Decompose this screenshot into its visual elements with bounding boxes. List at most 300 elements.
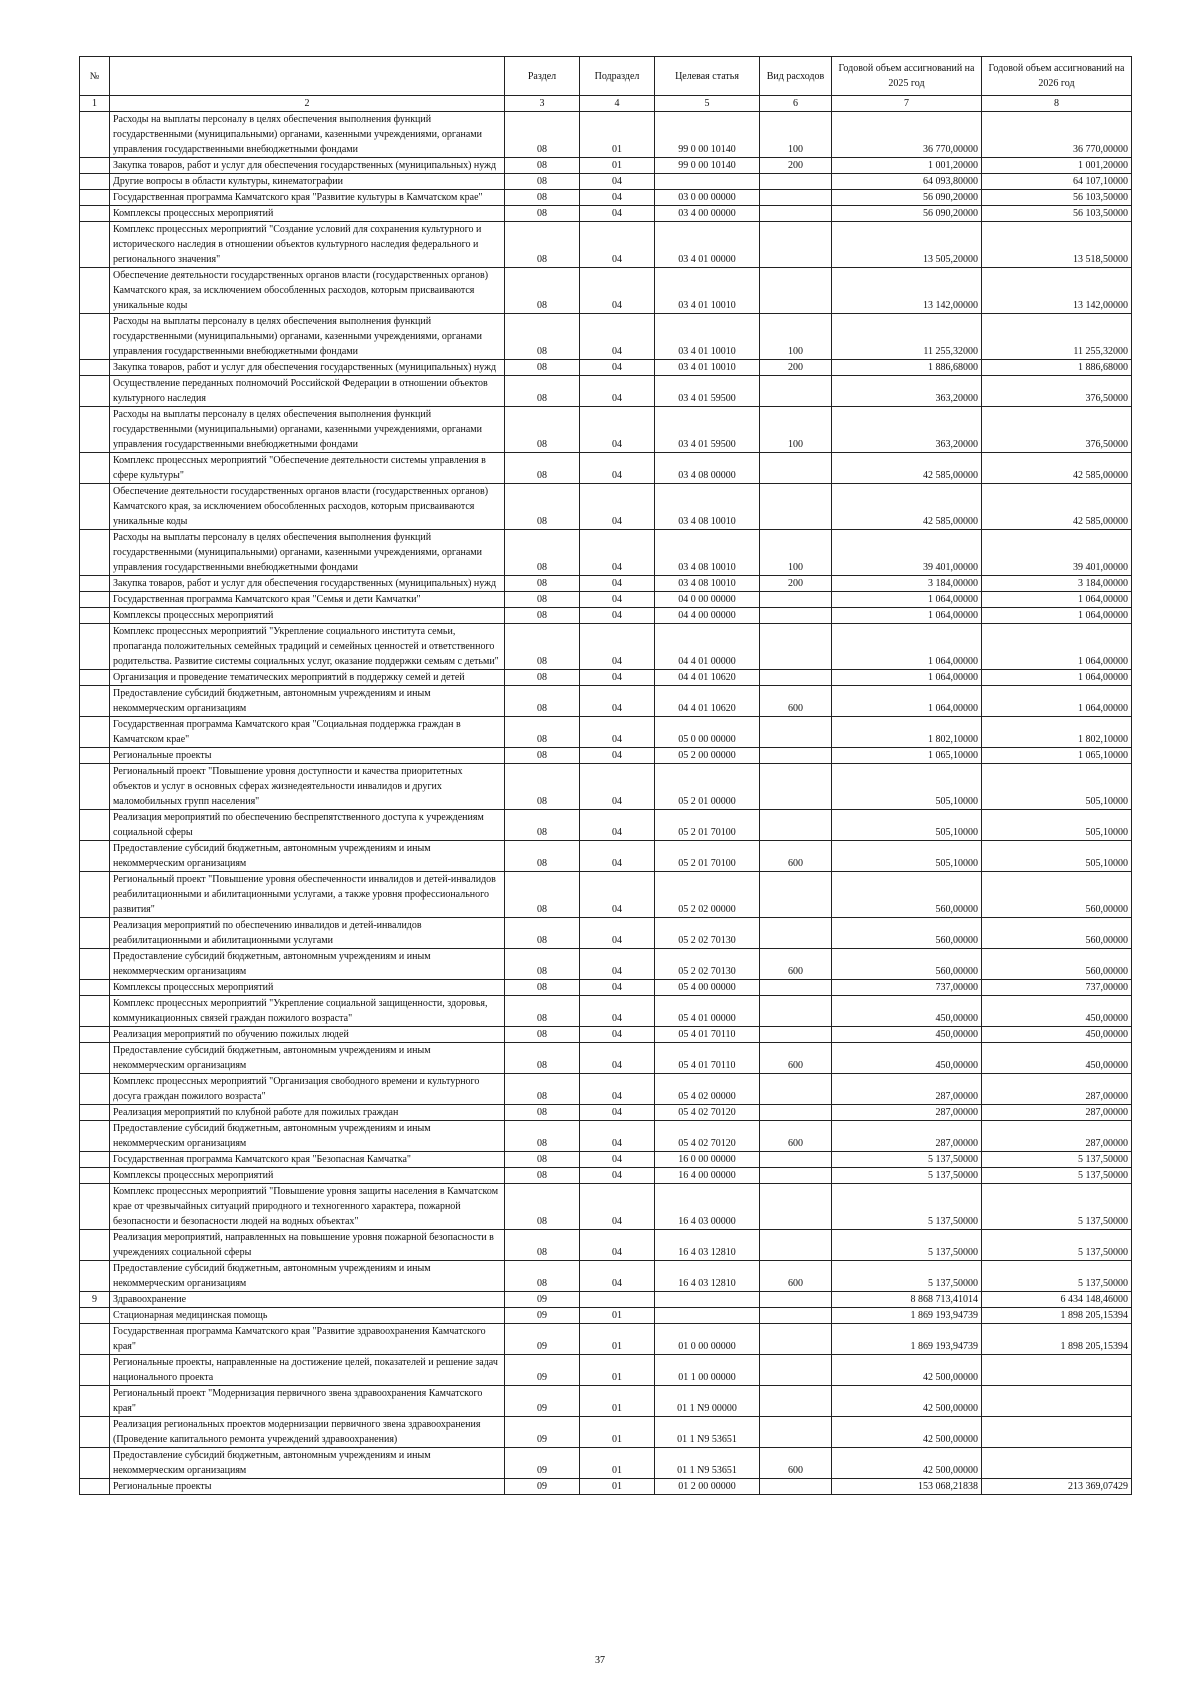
section-code: 08	[505, 453, 580, 484]
section-code: 09	[505, 1448, 580, 1479]
target-article-code: 05 0 00 00000	[655, 717, 760, 748]
subsection-code: 04	[580, 608, 655, 624]
expense-type-code	[760, 592, 832, 608]
item-name: Предоставление субсидий бюджетным, автономным учреждениям и иным некоммерческим организациям	[110, 686, 505, 717]
item-name: Региональные проекты, направленные на достижение целей, показателей и решение задач национального проекта	[110, 1355, 505, 1386]
table-row	[80, 810, 1132, 841]
amount-2025: 560,00000	[832, 918, 982, 949]
subsection-code: 04	[580, 576, 655, 592]
section-code: 08	[505, 484, 580, 530]
amount-2025: 560,00000	[832, 872, 982, 918]
row-number	[80, 748, 110, 764]
expense-type-code	[760, 1386, 832, 1417]
column-number-row	[80, 96, 1132, 112]
item-name: Региональный проект "Повышение уровня доступности и качества приоритетных объектов и услуг в основных сферах жизнедеятельности инвалидов и других маломобильных групп населения"	[110, 764, 505, 810]
table-row	[80, 686, 1132, 717]
section-code: 08	[505, 576, 580, 592]
item-name: Реализация региональных проектов модернизации первичного звена здравоохранения (Проведение капитального ремонта учреждений здравоохранения)	[110, 1417, 505, 1448]
table-row	[80, 1105, 1132, 1121]
item-name: Реализация мероприятий по клубной работе для пожилых граждан	[110, 1105, 505, 1121]
column-number: 4	[580, 96, 655, 112]
table-row	[80, 1074, 1132, 1105]
table-row	[80, 1261, 1132, 1292]
table-row	[80, 949, 1132, 980]
section-code: 08	[505, 980, 580, 996]
page-number: 37	[595, 1655, 605, 1666]
target-article-code: 16 0 00 00000	[655, 1152, 760, 1168]
expense-type-code	[760, 206, 832, 222]
table-row	[80, 1027, 1132, 1043]
target-article-code: 01 1 N9 53651	[655, 1417, 760, 1448]
target-article-code: 01 2 00 00000	[655, 1479, 760, 1495]
subsection-code: 01	[580, 1308, 655, 1324]
table-row	[80, 608, 1132, 624]
row-number	[80, 1074, 110, 1105]
target-article-code: 05 2 02 70130	[655, 918, 760, 949]
section-code: 08	[505, 764, 580, 810]
item-name: Комплекс процессных мероприятий "Повышение уровня защиты населения в Камчатском крае от чрезвычайных ситуаций природного и техногенного характера, пожарной безопасности и безопасности людей на водных объектах"	[110, 1184, 505, 1230]
target-article-code: 03 4 01 59500	[655, 376, 760, 407]
table-row	[80, 980, 1132, 996]
target-article-code: 05 4 02 00000	[655, 1074, 760, 1105]
row-number	[80, 1043, 110, 1074]
row-number	[80, 1308, 110, 1324]
item-name: Реализация мероприятий по обеспечению беспрепятственного доступа к учреждениям социальной сферы	[110, 810, 505, 841]
item-name: Предоставление субсидий бюджетным, автономным учреждениям и иным некоммерческим организациям	[110, 949, 505, 980]
amount-2025: 363,20000	[832, 407, 982, 453]
subsection-code: 04	[580, 980, 655, 996]
expense-type-code	[760, 268, 832, 314]
row-number	[80, 190, 110, 206]
row-number	[80, 592, 110, 608]
amount-2025: 42 500,00000	[832, 1448, 982, 1479]
amount-2026	[982, 1386, 1132, 1417]
target-article-code: 05 4 02 70120	[655, 1105, 760, 1121]
target-article-code: 04 4 01 10620	[655, 686, 760, 717]
subsection-code: 04	[580, 376, 655, 407]
subsection-code: 04	[580, 670, 655, 686]
row-number	[80, 314, 110, 360]
amount-2026: 1 898 205,15394	[982, 1308, 1132, 1324]
amount-2026: 737,00000	[982, 980, 1132, 996]
expense-type-code	[760, 608, 832, 624]
expense-type-code: 600	[760, 1261, 832, 1292]
table-row	[80, 222, 1132, 268]
column-number: 1	[80, 96, 110, 112]
amount-2025: 64 093,80000	[832, 174, 982, 190]
amount-2026: 450,00000	[982, 1027, 1132, 1043]
table-row	[80, 624, 1132, 670]
target-article-code: 05 2 02 00000	[655, 872, 760, 918]
item-name: Комплексы процессных мероприятий	[110, 608, 505, 624]
target-article-code	[655, 1292, 760, 1308]
amount-2026: 560,00000	[982, 918, 1132, 949]
item-name: Комплекс процессных мероприятий "Организация свободного времени и культурного досуга граждан пожилого возраста"	[110, 1074, 505, 1105]
row-number	[80, 530, 110, 576]
target-article-code: 04 4 00 00000	[655, 608, 760, 624]
amount-2026: 1 802,10000	[982, 717, 1132, 748]
expense-type-code	[760, 190, 832, 206]
subsection-code: 04	[580, 1152, 655, 1168]
table-row	[80, 670, 1132, 686]
row-number	[80, 841, 110, 872]
subsection-code: 04	[580, 1230, 655, 1261]
section-code: 08	[505, 1105, 580, 1121]
table-row	[80, 190, 1132, 206]
amount-2026: 560,00000	[982, 872, 1132, 918]
row-number	[80, 717, 110, 748]
expense-type-code	[760, 174, 832, 190]
column-number: 2	[110, 96, 505, 112]
amount-2026: 1 064,00000	[982, 686, 1132, 717]
subsection-code: 04	[580, 222, 655, 268]
table-row	[80, 1448, 1132, 1479]
subsection-code: 04	[580, 1168, 655, 1184]
amount-2025: 1 065,10000	[832, 748, 982, 764]
amount-2026: 5 137,50000	[982, 1261, 1132, 1292]
amount-2025: 287,00000	[832, 1121, 982, 1152]
amount-2025: 287,00000	[832, 1074, 982, 1105]
section-code: 08	[505, 1027, 580, 1043]
amount-2026: 42 585,00000	[982, 484, 1132, 530]
section-code: 08	[505, 206, 580, 222]
subsection-code: 04	[580, 206, 655, 222]
expense-type-code	[760, 1168, 832, 1184]
amount-2025: 5 137,50000	[832, 1168, 982, 1184]
subsection-code: 01	[580, 158, 655, 174]
section-code: 08	[505, 407, 580, 453]
table-row	[80, 1168, 1132, 1184]
expense-type-code: 100	[760, 314, 832, 360]
subsection-code: 04	[580, 1261, 655, 1292]
table-row	[80, 717, 1132, 748]
section-code: 08	[505, 268, 580, 314]
amount-2026: 287,00000	[982, 1105, 1132, 1121]
table-row	[80, 748, 1132, 764]
expense-type-code	[760, 1324, 832, 1355]
table-row	[80, 376, 1132, 407]
amount-2025: 42 500,00000	[832, 1417, 982, 1448]
amount-2026: 560,00000	[982, 949, 1132, 980]
row-number	[80, 1355, 110, 1386]
table-row	[80, 112, 1132, 158]
section-code: 09	[505, 1417, 580, 1448]
section-code: 08	[505, 686, 580, 717]
subsection-code: 04	[580, 764, 655, 810]
expense-type-code	[760, 1230, 832, 1261]
row-number	[80, 1417, 110, 1448]
amount-2025: 13 142,00000	[832, 268, 982, 314]
row-number	[80, 996, 110, 1027]
target-article-code: 04 0 00 00000	[655, 592, 760, 608]
target-article-code: 03 0 00 00000	[655, 190, 760, 206]
row-number	[80, 576, 110, 592]
row-number	[80, 670, 110, 686]
target-article-code: 05 2 00 00000	[655, 748, 760, 764]
table-row	[80, 1386, 1132, 1417]
row-number	[80, 949, 110, 980]
target-article-code: 16 4 03 00000	[655, 1184, 760, 1230]
section-code: 08	[505, 112, 580, 158]
item-name: Комплексы процессных мероприятий	[110, 1168, 505, 1184]
expense-type-code	[760, 484, 832, 530]
expense-type-code	[760, 872, 832, 918]
subsection-code: 01	[580, 1417, 655, 1448]
amount-2026: 1 065,10000	[982, 748, 1132, 764]
section-code: 08	[505, 592, 580, 608]
subsection-code: 04	[580, 1074, 655, 1105]
item-name: Государственная программа Камчатского края "Социальная поддержка граждан в Камчатском крае"	[110, 717, 505, 748]
target-article-code: 03 4 08 10010	[655, 530, 760, 576]
row-number	[80, 918, 110, 949]
amount-2026: 1 886,68000	[982, 360, 1132, 376]
expense-type-code	[760, 1152, 832, 1168]
target-article-code: 01 1 N9 00000	[655, 1386, 760, 1417]
item-name: Комплексы процессных мероприятий	[110, 980, 505, 996]
amount-2026: 13 518,50000	[982, 222, 1132, 268]
subsection-code: 04	[580, 841, 655, 872]
target-article-code: 05 2 01 70100	[655, 810, 760, 841]
expense-type-code	[760, 670, 832, 686]
item-name: Комплекс процессных мероприятий "Укрепление социальной защищенности, здоровья, коммуникационных связей граждан пожилого возраста"	[110, 996, 505, 1027]
item-name: Предоставление субсидий бюджетным, автономным учреждениям и иным некоммерческим организациям	[110, 1043, 505, 1074]
target-article-code	[655, 174, 760, 190]
subsection-code: 04	[580, 717, 655, 748]
subsection-code: 04	[580, 918, 655, 949]
amount-2025: 56 090,20000	[832, 206, 982, 222]
item-name: Реализация мероприятий по обеспечению инвалидов и детей-инвалидов реабилитационными и абилитационными услугами	[110, 918, 505, 949]
row-number	[80, 1121, 110, 1152]
item-name: Государственная программа Камчатского края "Безопасная Камчатка"	[110, 1152, 505, 1168]
amount-2026: 1 064,00000	[982, 624, 1132, 670]
subsection-code: 04	[580, 314, 655, 360]
column-number: 7	[832, 96, 982, 112]
budget-allocation-table	[79, 56, 1132, 1495]
expense-type-code: 100	[760, 530, 832, 576]
section-code: 08	[505, 717, 580, 748]
item-name: Здравоохранение	[110, 1292, 505, 1308]
subsection-code: 04	[580, 748, 655, 764]
item-name: Стационарная медицинская помощь	[110, 1308, 505, 1324]
table-row	[80, 174, 1132, 190]
subsection-code: 01	[580, 1355, 655, 1386]
amount-2026: 287,00000	[982, 1121, 1132, 1152]
table-row	[80, 268, 1132, 314]
target-article-code: 04 4 01 00000	[655, 624, 760, 670]
header-subsection: Подраздел	[580, 57, 655, 96]
amount-2026: 1 001,20000	[982, 158, 1132, 174]
target-article-code: 01 1 00 00000	[655, 1355, 760, 1386]
section-code: 08	[505, 1230, 580, 1261]
header-expense-type: Вид расходов	[760, 57, 832, 96]
expense-type-code	[760, 764, 832, 810]
row-number	[80, 206, 110, 222]
amount-2025: 56 090,20000	[832, 190, 982, 206]
row-number	[80, 764, 110, 810]
row-number	[80, 872, 110, 918]
expense-type-code: 600	[760, 1043, 832, 1074]
amount-2026: 1 064,00000	[982, 592, 1132, 608]
table-row	[80, 841, 1132, 872]
amount-2026: 213 369,07429	[982, 1479, 1132, 1495]
subsection-code: 01	[580, 1386, 655, 1417]
section-code: 08	[505, 530, 580, 576]
item-name: Организация и проведение тематических мероприятий в поддержку семей и детей	[110, 670, 505, 686]
section-code: 08	[505, 872, 580, 918]
amount-2026: 1 898 205,15394	[982, 1324, 1132, 1355]
amount-2025: 3 184,00000	[832, 576, 982, 592]
row-number	[80, 376, 110, 407]
section-code: 08	[505, 1261, 580, 1292]
section-code: 09	[505, 1292, 580, 1308]
amount-2025: 42 585,00000	[832, 484, 982, 530]
row-number	[80, 686, 110, 717]
amount-2025: 505,10000	[832, 764, 982, 810]
amount-2025: 39 401,00000	[832, 530, 982, 576]
section-code: 08	[505, 748, 580, 764]
table-row	[80, 1230, 1132, 1261]
amount-2026: 13 142,00000	[982, 268, 1132, 314]
amount-2026: 64 107,10000	[982, 174, 1132, 190]
section-code: 08	[505, 174, 580, 190]
item-name: Реализация мероприятий по обучению пожилых людей	[110, 1027, 505, 1043]
target-article-code: 03 4 01 59500	[655, 407, 760, 453]
target-article-code: 03 4 08 00000	[655, 453, 760, 484]
target-article-code: 05 2 02 70130	[655, 949, 760, 980]
expense-type-code	[760, 624, 832, 670]
target-article-code: 03 4 01 10010	[655, 314, 760, 360]
item-name: Реализация мероприятий, направленных на повышение уровня пожарной безопасности в учреждениях социальной сферы	[110, 1230, 505, 1261]
amount-2026: 3 184,00000	[982, 576, 1132, 592]
section-code: 08	[505, 1074, 580, 1105]
subsection-code: 01	[580, 1448, 655, 1479]
target-article-code: 04 4 01 10620	[655, 670, 760, 686]
header-amount-2025: Годовой объем ассигнований на 2025 год	[832, 57, 982, 96]
row-number	[80, 407, 110, 453]
amount-2025: 1 802,10000	[832, 717, 982, 748]
expense-type-code	[760, 717, 832, 748]
item-name: Расходы на выплаты персоналу в целях обеспечения выполнения функций государственными (муниципальными) органами, казенными учреждениями, органами управления государственными внебюджетными фондами	[110, 314, 505, 360]
target-article-code: 05 4 00 00000	[655, 980, 760, 996]
expense-type-code: 200	[760, 576, 832, 592]
amount-2025: 8 868 713,41014	[832, 1292, 982, 1308]
target-article-code	[655, 1308, 760, 1324]
item-name: Расходы на выплаты персоналу в целях обеспечения выполнения функций государственными (муниципальными) органами, казенными учреждениями, органами управления государственными внебюджетными фондами	[110, 530, 505, 576]
amount-2026: 5 137,50000	[982, 1184, 1132, 1230]
section-code: 08	[505, 1043, 580, 1074]
subsection-code: 04	[580, 484, 655, 530]
section-code: 09	[505, 1308, 580, 1324]
row-number	[80, 158, 110, 174]
item-name: Региональный проект "Модернизация первичного звена здравоохранения Камчатского края"	[110, 1386, 505, 1417]
expense-type-code	[760, 980, 832, 996]
table-row	[80, 996, 1132, 1027]
item-name: Закупка товаров, работ и услуг для обеспечения государственных (муниципальных) нужд	[110, 576, 505, 592]
expense-type-code	[760, 1292, 832, 1308]
amount-2026: 505,10000	[982, 764, 1132, 810]
section-code: 08	[505, 918, 580, 949]
table-row	[80, 1184, 1132, 1230]
table-row	[80, 1152, 1132, 1168]
amount-2025: 505,10000	[832, 841, 982, 872]
item-name: Обеспечение деятельности государственных органов власти (государственных органов) Камчатского края, за исключением обособленных расходов, которым присваиваются уникальные коды	[110, 484, 505, 530]
expense-type-code: 100	[760, 407, 832, 453]
expense-type-code	[760, 1027, 832, 1043]
row-number	[80, 624, 110, 670]
amount-2026: 6 434 148,46000	[982, 1292, 1132, 1308]
amount-2025: 287,00000	[832, 1105, 982, 1121]
amount-2026: 376,50000	[982, 376, 1132, 407]
header-row	[80, 57, 1132, 96]
amount-2025: 450,00000	[832, 1027, 982, 1043]
item-name: Расходы на выплаты персоналу в целях обеспечения выполнения функций государственными (муниципальными) органами, казенными учреждениями, органами управления государственными внебюджетными фондами	[110, 112, 505, 158]
amount-2025: 1 064,00000	[832, 670, 982, 686]
table-row	[80, 1417, 1132, 1448]
table-row	[80, 1043, 1132, 1074]
amount-2025: 153 068,21838	[832, 1479, 982, 1495]
expense-type-code	[760, 376, 832, 407]
item-name: Расходы на выплаты персоналу в целях обеспечения выполнения функций государственными (муниципальными) органами, казенными учреждениями, органами управления государственными внебюджетными фондами	[110, 407, 505, 453]
section-code: 09	[505, 1355, 580, 1386]
subsection-code: 04	[580, 174, 655, 190]
expense-type-code: 200	[760, 360, 832, 376]
table-row	[80, 453, 1132, 484]
amount-2026: 5 137,50000	[982, 1230, 1132, 1261]
target-article-code: 03 4 08 10010	[655, 576, 760, 592]
target-article-code: 99 0 00 10140	[655, 112, 760, 158]
subsection-code	[580, 1292, 655, 1308]
header-number: №	[80, 57, 110, 96]
item-name: Комплекс процессных мероприятий "Создание условий для сохранения культурного и исторического наследия в отношении объектов культурного наследия федерального и регионального значения"	[110, 222, 505, 268]
row-number	[80, 1386, 110, 1417]
amount-2026: 505,10000	[982, 810, 1132, 841]
amount-2026: 56 103,50000	[982, 206, 1132, 222]
expense-type-code	[760, 1105, 832, 1121]
item-name: Комплекс процессных мероприятий "Укрепление социального института семьи, пропаганда положительных семейных традиций и семейных ценностей и ответственного родительства. Развитие системы социальных услуг, оказание поддержки семьям с детьми"	[110, 624, 505, 670]
target-article-code: 05 4 01 70110	[655, 1043, 760, 1074]
row-number	[80, 980, 110, 996]
subsection-code: 04	[580, 407, 655, 453]
section-code: 08	[505, 190, 580, 206]
expense-type-code	[760, 1479, 832, 1495]
item-name: Закупка товаров, работ и услуг для обеспечения государственных (муниципальных) нужд	[110, 360, 505, 376]
amount-2026	[982, 1417, 1132, 1448]
expense-type-code	[760, 748, 832, 764]
subsection-code: 04	[580, 1105, 655, 1121]
table-row	[80, 1292, 1132, 1308]
subsection-code: 04	[580, 1043, 655, 1074]
table-row	[80, 1324, 1132, 1355]
amount-2026: 42 585,00000	[982, 453, 1132, 484]
amount-2025: 42 500,00000	[832, 1355, 982, 1386]
amount-2026: 450,00000	[982, 1043, 1132, 1074]
row-number	[80, 810, 110, 841]
amount-2026: 287,00000	[982, 1074, 1132, 1105]
item-name: Региональный проект "Повышение уровня обеспеченности инвалидов и детей-инвалидов реабилитационными и абилитационными услугами, а также уровня профессионального развития"	[110, 872, 505, 918]
row-number	[80, 360, 110, 376]
item-name: Региональные проекты	[110, 1479, 505, 1495]
subsection-code: 04	[580, 360, 655, 376]
row-number	[80, 1184, 110, 1230]
amount-2025: 505,10000	[832, 810, 982, 841]
row-number	[80, 1027, 110, 1043]
subsection-code: 04	[580, 949, 655, 980]
item-name: Осуществление переданных полномочий Российской Федерации в отношении объектов культурного наследия	[110, 376, 505, 407]
expense-type-code: 600	[760, 686, 832, 717]
amount-2026: 39 401,00000	[982, 530, 1132, 576]
item-name: Региональные проекты	[110, 748, 505, 764]
table-row	[80, 764, 1132, 810]
